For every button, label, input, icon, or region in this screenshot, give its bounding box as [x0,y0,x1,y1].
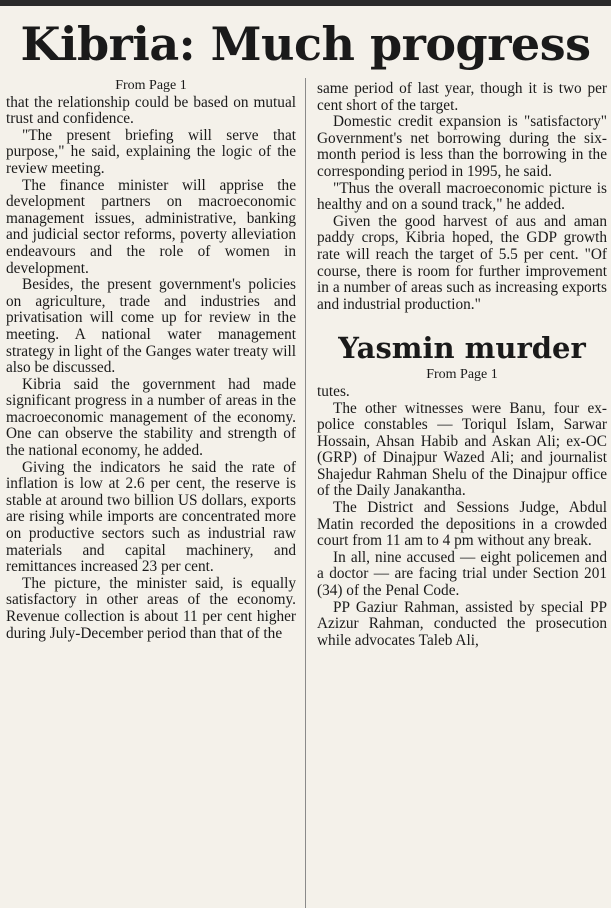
from-page-label: From Page 1 [426,367,498,383]
right-column [317,81,607,649]
article-paragraph: Kibria said the government had made significant progress in a number of areas in the macroeconomic management of the economy. One can observe the stability and strength of the national economy, he added. [6,375,296,460]
article-paragraph: tutes. [317,382,350,400]
article-paragraph: Domestic credit expansion is "satisfactory" Government's net borrowing during the six-month period is less than the borrowing in the corresponding period in 1995, he said. [317,113,607,180]
left-column [6,78,296,642]
article-paragraph: that the relationship could be based on mutual trust and confidence. [6,93,296,128]
article-paragraph: "The present briefing will serve that purpose," he said, explaining the logic of the review meeting. [6,126,296,177]
from-page-label: From Page 1 [115,78,187,93]
article-paragraph: The finance minister will apprise the development partners on macroeconomic management issues, administrative, banking and judicial sector reforms, poverty alleviation endeavours and the role of women in development. [6,176,296,277]
article-paragraph: The picture, the minister said, is equally satisfactory in other areas of the economy. Revenue collection is about 11 per cent higher during July-December period than that of the [6,574,296,642]
article-paragraph: The other witnesses were Banu, four ex-police constables — Toriqul Islam, Sarwar Hossain, Ahsan Habib and Askan Ali; ex-OC (GRP) of Dinajpur Wazed Ali; and journalist Shajedur Rahman Shelu of the Dinajpur office of the Daily Janakantha. [317,399,607,500]
headline: Kibria: Much progress [20,17,591,71]
article-paragraph: PP Gaziur Rahman, assisted by special PP Azizur Rahman, conducted the prosecution while advocates Taleb Ali, [317,598,607,649]
article-paragraph: Besides, the present government's policies on agriculture, trade and industries and privatisation will come up for review in the meeting. A national water management strategy in light of the Ganges water treaty will also be discussed. [6,276,296,377]
article-paragraph: "Thus the overall macroeconomic picture is healthy and on a sound track," he added. [317,179,607,214]
top-rule [0,0,611,6]
article-paragraph: Giving the indicators he said the rate of inflation is low at 2.6 per cent, the reserve is stable at around two billion US dollars, exports are rising while imports are concentrated more on productive sectors such as industrial raw materials and capital machinery, and remittances increased 23 per cent. [6,458,296,576]
subhead-yasmin-murder: Yasmin murder [338,331,586,366]
column-divider [305,78,306,908]
article-paragraph: In all, nine accused — eight policemen and a doctor — are facing trial under Section 201 (34) of the Penal Code. [317,548,607,600]
article-paragraph: Given the good harvest of aus and aman paddy crops, Kibria hoped, the GDP growth rate will reach the target of 5.5 per cent. "Of course, there is room for further improvement in a number of areas such as increasing exports and industrial production." [317,212,607,313]
article-paragraph: same period of last year, though it is two per cent short of the target. [317,80,607,114]
article-paragraph: The District and Sessions Judge, Abdul Matin recorded the depositions in a crowded court from 11 am to 4 pm without any break. [317,499,607,550]
